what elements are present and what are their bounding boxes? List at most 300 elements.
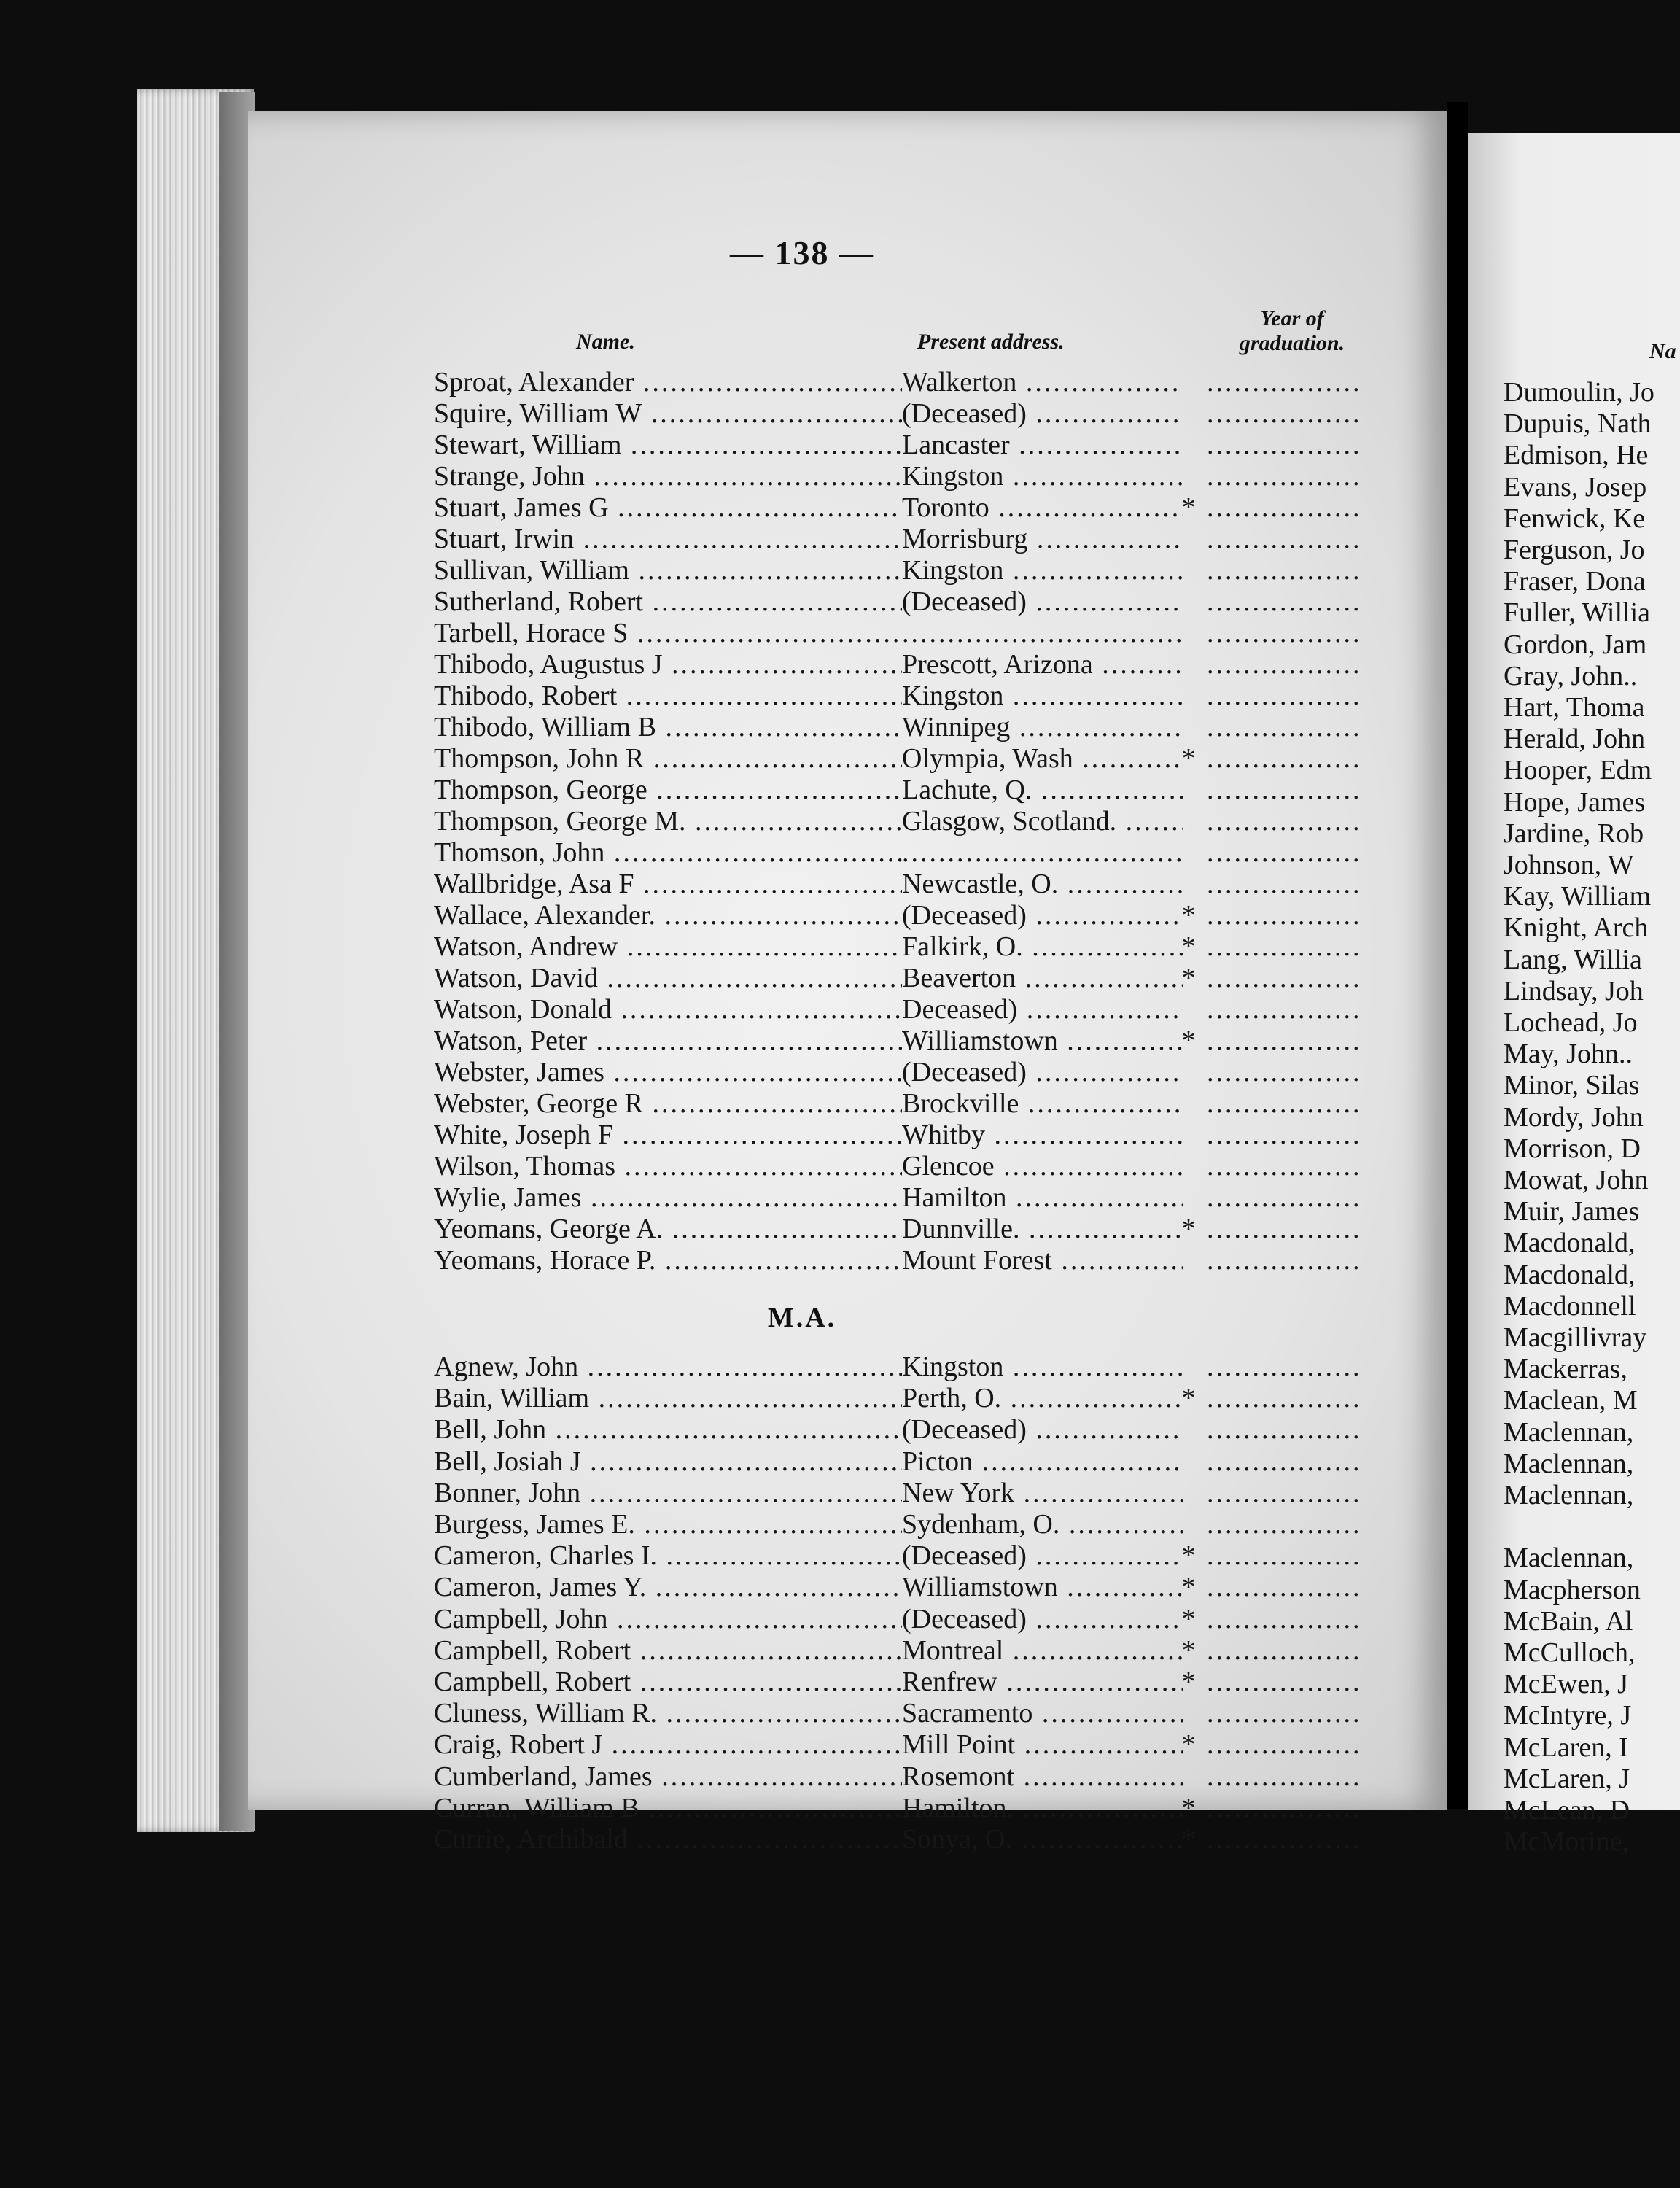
graduate-name-text: Watson, Donald ..... (434, 994, 902, 1025)
present-address (902, 680, 1183, 712)
right-page-name: Gordon, Jam (1504, 629, 1647, 660)
dot-leader (1207, 1667, 1364, 1697)
graduation-year (1207, 1446, 1364, 1478)
table-row (434, 868, 1367, 900)
right-page-name: Muir, James (1504, 1196, 1640, 1227)
graduate-name (434, 1761, 902, 1793)
present-address-text: Lachute, Q. ..... (902, 775, 1183, 805)
dot-leader (1207, 1245, 1364, 1276)
present-address-text: Glasgow, Scotland. ..... (902, 806, 1183, 837)
table-row (434, 1213, 1367, 1245)
asterisk-mark: * (1181, 1383, 1196, 1414)
table-row (434, 1244, 1367, 1276)
right-page-name: Dupuis, Nath (1504, 408, 1652, 440)
table-row (434, 711, 1367, 743)
graduate-name-text: Craig, Robert J ..... (434, 1729, 902, 1760)
graduate-name (434, 1603, 902, 1635)
asterisk-mark: * (1181, 1824, 1196, 1855)
table-row (434, 1634, 1367, 1667)
graduation-year (1207, 460, 1364, 492)
dot-leader (1207, 586, 1364, 617)
right-page-name: McLean, D (1504, 1795, 1630, 1826)
table-row (434, 899, 1367, 931)
table-row (434, 1823, 1367, 1855)
right-page-name: Macdonald, (1504, 1259, 1636, 1290)
table-row (434, 1666, 1367, 1698)
graduation-year (1207, 899, 1364, 931)
present-address-text: (Deceased) ..... (902, 1057, 1183, 1087)
present-address-text: (Deceased) ..... (902, 1604, 1183, 1634)
table-row (434, 429, 1367, 461)
present-address-text: (Deceased) ..... (902, 1540, 1183, 1571)
graduate-name (434, 899, 902, 931)
present-address-text: Walkerton ..... (902, 367, 1183, 397)
table-row (434, 1571, 1367, 1603)
present-address (902, 1761, 1183, 1793)
right-page-name: Ferguson, Jo (1504, 535, 1645, 565)
present-address (902, 1729, 1183, 1761)
table-row (434, 1729, 1367, 1761)
table-row (434, 617, 1367, 649)
graduation-year (1207, 429, 1364, 461)
table-row (434, 1150, 1367, 1182)
present-address-text (902, 837, 1183, 868)
graduate-name (434, 1150, 902, 1182)
right-page-name: Morrison, D (1504, 1133, 1641, 1164)
graduate-name (434, 1413, 902, 1446)
graduation-year (1207, 1087, 1364, 1120)
graduate-name-text: Tarbell, Horace S ..... (434, 618, 902, 648)
present-address (902, 1477, 1183, 1509)
present-address (902, 1603, 1183, 1635)
present-address (902, 899, 1183, 931)
present-address (902, 805, 1183, 837)
table-row (434, 1446, 1367, 1478)
graduate-name-text: Thompson, George M. ..... (434, 806, 902, 837)
present-address (902, 1446, 1183, 1478)
present-address-text: Sydenham, O. ..... (902, 1509, 1183, 1540)
dot-leader (1207, 555, 1364, 586)
present-address (902, 586, 1183, 618)
present-address-text: (Deceased) ..... (902, 1414, 1183, 1445)
table-row (434, 1792, 1367, 1824)
present-address (902, 1634, 1183, 1667)
graduation-year (1207, 1213, 1364, 1245)
present-address-text: Beaverton ..... (902, 963, 1183, 993)
graduate-name (434, 1571, 902, 1603)
present-address-text (902, 618, 1183, 648)
present-address (902, 868, 1183, 900)
present-address-text: Williamstown ..... (902, 1572, 1183, 1602)
graduation-year (1207, 1150, 1364, 1182)
right-page-name: Evans, Josep (1504, 471, 1647, 503)
table-row (434, 1603, 1367, 1635)
graduate-name-text: Squire, William W ..... (434, 398, 902, 429)
dot-leader (1207, 1572, 1364, 1602)
graduation-year (1207, 711, 1364, 743)
graduation-year (1207, 586, 1364, 618)
right-page-name: Johnson, W (1504, 850, 1634, 880)
right-page-name: Jardine, Rob (1504, 818, 1644, 849)
dot-leader (1207, 524, 1364, 554)
graduation-year (1207, 492, 1364, 524)
right-page-name: Lindsay, Joh (1504, 975, 1644, 1006)
table-row (434, 586, 1367, 618)
graduation-year (1207, 1382, 1364, 1414)
dot-leader (1207, 1214, 1364, 1244)
right-page-name: Mowat, John (1504, 1165, 1649, 1195)
present-address-text: Rosemont ..... (902, 1761, 1183, 1792)
asterisk-mark: * (1181, 963, 1196, 993)
right-page-name: Maclennan, (1504, 1416, 1634, 1448)
present-address (902, 774, 1183, 806)
present-address (902, 1025, 1183, 1057)
asterisk-mark: * (1181, 1540, 1196, 1572)
asterisk-mark: * (1181, 1729, 1196, 1761)
dot-leader (1207, 806, 1364, 837)
graduate-name (434, 993, 902, 1025)
dot-leader (1207, 743, 1364, 774)
present-address (902, 962, 1183, 994)
graduate-name-text: Sproat, Alexander ..... (434, 367, 902, 397)
graduate-name-text: Thibodo, Robert ..... (434, 680, 902, 711)
dot-leader (1207, 1182, 1364, 1213)
asterisk-mark: * (1181, 1025, 1196, 1056)
present-address-text: Dunnville. ..... (902, 1214, 1183, 1244)
right-page-name: May, John.. (1504, 1039, 1633, 1070)
graduate-name (434, 492, 902, 524)
graduation-year (1207, 1056, 1364, 1088)
table-row (434, 1540, 1367, 1572)
present-address-text: Perth, O. ..... (902, 1383, 1183, 1413)
right-page-name: McLaren, J (1504, 1763, 1630, 1794)
table-row (434, 460, 1367, 492)
present-address (902, 1119, 1183, 1151)
graduate-name-text: Burgess, James E. ..... (434, 1509, 902, 1540)
graduation-year (1207, 962, 1364, 994)
present-address (902, 1351, 1183, 1383)
graduate-name-text: Bain, William ..... (434, 1383, 902, 1413)
present-address-text: Renfrew ..... (902, 1667, 1183, 1697)
right-page-name: Macdonald, (1504, 1227, 1636, 1259)
asterisk-mark: * (1181, 1792, 1196, 1823)
graduate-name-text: Cumberland, James ..... (434, 1761, 902, 1792)
dot-leader (1207, 680, 1364, 711)
present-address-text: Olympia, Wash ..... (902, 743, 1183, 774)
graduate-name-text: Wylie, James ..... (434, 1182, 902, 1213)
graduate-name (434, 648, 902, 680)
asterisk-mark: * (1181, 492, 1196, 523)
graduation-year (1207, 680, 1364, 712)
graduate-name (434, 1792, 902, 1824)
dot-leader (1207, 1761, 1364, 1792)
present-address (902, 1244, 1183, 1276)
dot-leader (1207, 1088, 1364, 1119)
table-row (434, 1697, 1367, 1729)
dot-leader (1207, 1540, 1364, 1571)
dot-leader (1207, 1635, 1364, 1666)
table-row (434, 1025, 1367, 1057)
present-address (902, 1382, 1183, 1414)
graduation-year (1207, 1666, 1364, 1698)
present-address (902, 648, 1183, 680)
graduate-name (434, 1446, 902, 1478)
right-page-name: McCulloch, (1504, 1637, 1636, 1668)
graduate-name-text: Webster, George R ..... (434, 1088, 902, 1119)
dot-leader (1207, 1698, 1364, 1729)
graduate-name-text: Strange, John ..... (434, 461, 902, 492)
graduate-name-text: Thibodo, Augustus J ..... (434, 649, 902, 680)
present-address-text: Lancaster ..... (902, 430, 1183, 460)
right-page-name: Macgillivray (1504, 1322, 1647, 1353)
table-row (434, 1119, 1367, 1151)
table-row (434, 523, 1367, 555)
right-page-name: Maclean, M (1504, 1385, 1638, 1416)
dot-leader (1207, 1383, 1364, 1413)
asterisk-mark: * (1181, 931, 1196, 962)
dot-leader (1207, 900, 1364, 931)
graduation-year (1207, 805, 1364, 837)
graduation-year (1207, 742, 1364, 775)
graduate-name-text: Cameron, Charles I. ..... (434, 1540, 902, 1571)
present-address-text: Hamilton. ..... (902, 1793, 1183, 1823)
table-row (434, 837, 1367, 869)
dot-leader (1207, 1604, 1364, 1634)
graduate-name (434, 617, 902, 649)
graduation-year (1207, 1119, 1364, 1151)
asterisk-mark: * (1181, 1603, 1196, 1634)
right-page-name: Kay, William (1504, 881, 1652, 912)
graduate-name-text: Thompson, John R ..... (434, 743, 902, 774)
dot-leader (1207, 837, 1364, 868)
right-page-name: Maclennan, (1504, 1543, 1634, 1574)
present-address-text: (Deceased) ..... (902, 398, 1183, 429)
dot-leader (1207, 649, 1364, 680)
present-address (902, 1792, 1183, 1824)
graduate-name (434, 1697, 902, 1729)
present-address-text: Sacramento ..... (902, 1698, 1183, 1729)
asterisk-mark: * (1181, 1667, 1196, 1697)
graduate-name-text: Campbell, John ..... (434, 1604, 902, 1634)
graduate-name (434, 1244, 902, 1276)
graduation-year (1207, 366, 1364, 398)
graduate-name-text: Thibodo, William B ..... (434, 712, 902, 742)
right-page-name: Mackerras, (1504, 1354, 1628, 1385)
graduation-year (1207, 1603, 1364, 1635)
table-row (434, 680, 1367, 712)
graduate-name (434, 805, 902, 837)
present-address-text: Williamstown ..... (902, 1025, 1183, 1056)
dot-leader (1207, 931, 1364, 962)
present-address (902, 1213, 1183, 1245)
present-address-text: Montreal ..... (902, 1635, 1183, 1666)
dot-leader (1207, 1478, 1364, 1508)
graduate-name (434, 523, 902, 555)
dot-leader (1207, 430, 1364, 460)
graduate-name-text: Bell, John ..... (434, 1414, 902, 1445)
column-header-address: Present address. (917, 330, 1065, 354)
right-page-name: McEwen, J (1504, 1669, 1628, 1700)
graduation-year (1207, 1182, 1364, 1214)
present-address (902, 460, 1183, 492)
present-address (902, 523, 1183, 555)
present-address (902, 397, 1183, 430)
right-page-name: Mordy, John (1504, 1101, 1644, 1133)
present-address-text: Morrisburg ..... (902, 524, 1183, 554)
present-address-text: Sonya, O. ..... (902, 1824, 1183, 1855)
present-address (902, 1571, 1183, 1603)
present-address-text: Kingston ..... (902, 680, 1183, 711)
dot-leader (1207, 994, 1364, 1025)
right-page-name: Fenwick, Ke (1504, 503, 1646, 534)
dot-leader (1207, 963, 1364, 993)
graduation-year (1207, 554, 1364, 586)
graduate-name (434, 1025, 902, 1057)
table-row (434, 962, 1367, 994)
present-address-text: Mill Point ..... (902, 1729, 1183, 1760)
right-page-name: McIntyre, J (1504, 1700, 1632, 1731)
graduate-name-text: Watson, Peter ..... (434, 1025, 902, 1056)
graduate-name (434, 1729, 902, 1761)
year-header-line2: graduation. (1239, 331, 1345, 355)
table-row (434, 774, 1367, 806)
graduate-name-text: Curran, William B ..... (434, 1793, 902, 1823)
present-address-text: Winnipeg ..... (902, 712, 1183, 742)
dot-leader (1207, 1824, 1364, 1855)
graduate-name (434, 1666, 902, 1698)
right-page-name: Edmison, He (1504, 440, 1649, 471)
graduate-name-text: Agnew, John ..... (434, 1351, 902, 1382)
graduation-year (1207, 648, 1364, 680)
present-address (902, 1182, 1183, 1214)
present-address (902, 366, 1183, 398)
present-address-text: Falkirk, O. ..... (902, 931, 1183, 962)
present-address-text: Newcastle, O. ..... (902, 869, 1183, 899)
present-address-text: Brockville ..... (902, 1088, 1183, 1119)
present-address (902, 429, 1183, 461)
right-page-name: McLaren, I (1504, 1731, 1628, 1763)
present-address (902, 1823, 1183, 1855)
graduation-year (1207, 1244, 1364, 1276)
right-page-name: Lochead, Jo (1504, 1007, 1638, 1038)
right-page-name: Hope, James (1504, 786, 1646, 818)
graduate-name (434, 1351, 902, 1383)
dot-leader (1207, 1509, 1364, 1540)
graduate-name-text: Watson, Andrew ..... (434, 931, 902, 962)
graduation-year (1207, 617, 1364, 649)
table-row (434, 1056, 1367, 1088)
right-page-name: Hooper, Edm (1504, 755, 1652, 786)
dot-leader (1207, 1446, 1364, 1477)
graduate-name (434, 774, 902, 806)
graduate-name (434, 1540, 902, 1572)
right-page-name: Macpherson (1504, 1574, 1641, 1605)
graduate-name-text: Currie, Archibald ..... (434, 1824, 902, 1855)
right-page-name: Gray, John.. (1504, 660, 1638, 691)
graduation-year (1207, 837, 1364, 869)
section-title-ma: M.A. (767, 1303, 837, 1333)
graduate-name-text: Sutherland, Robert ..... (434, 586, 902, 617)
right-page-name: McBain, Al (1504, 1605, 1633, 1637)
table-row (434, 931, 1367, 963)
present-address-text: Picton ..... (902, 1446, 1183, 1477)
graduate-name (434, 1056, 902, 1088)
graduate-name-text: Yeomans, Horace P. ..... (434, 1245, 902, 1276)
present-address (902, 1697, 1183, 1729)
right-page-name: Macdonnell (1504, 1290, 1636, 1322)
graduate-name-text: Yeomans, George A. ..... (434, 1214, 902, 1244)
graduate-name-text: Campbell, Robert ..... (434, 1635, 902, 1666)
present-address-text: Glencoe ..... (902, 1151, 1183, 1182)
graduate-name (434, 429, 902, 461)
present-address-text: Kingston ..... (902, 1351, 1183, 1382)
present-address (902, 1087, 1183, 1120)
asterisk-mark: * (1181, 900, 1196, 931)
dot-leader (1207, 1151, 1364, 1182)
graduate-name (434, 837, 902, 869)
graduation-year (1207, 1351, 1364, 1383)
present-address (902, 617, 1183, 649)
graduation-year (1207, 1508, 1364, 1540)
table-row (434, 1761, 1367, 1793)
dot-leader (1207, 1351, 1364, 1382)
right-page-name: Maclennan, (1504, 1480, 1634, 1510)
graduate-name-text: Bell, Josiah J ..... (434, 1446, 902, 1477)
dot-leader (1207, 1120, 1364, 1150)
graduation-year (1207, 397, 1364, 430)
graduate-name-text: Watson, David ..... (434, 963, 902, 993)
dot-leader (1207, 1414, 1364, 1445)
dot-leader (1207, 1057, 1364, 1087)
graduate-name (434, 868, 902, 900)
graduation-year (1207, 868, 1364, 900)
present-address-text: Prescott, Arizona ..... (902, 649, 1183, 680)
graduate-name-text: Campbell, Robert ..... (434, 1667, 902, 1697)
graduation-year (1207, 774, 1364, 806)
graduation-year (1207, 1634, 1364, 1667)
right-page-name: Herald, John (1504, 723, 1646, 755)
asterisk-mark: * (1181, 1634, 1196, 1666)
dot-leader (1207, 775, 1364, 805)
table-row (434, 397, 1367, 430)
present-address-text: Mount Forest ..... (902, 1245, 1183, 1276)
year-header-line1: Year of (1260, 306, 1324, 330)
graduation-year (1207, 1413, 1364, 1446)
graduate-name-text: Webster, James ..... (434, 1057, 902, 1087)
present-address-text: Deceased) ..... (902, 994, 1183, 1025)
present-address (902, 492, 1183, 524)
table-row (434, 1413, 1367, 1446)
asterisk-mark: * (1181, 1572, 1196, 1603)
graduate-name (434, 962, 902, 994)
table-row (434, 1087, 1367, 1120)
dot-leader (1207, 1793, 1364, 1823)
graduate-name-text: Cluness, William R. ..... (434, 1698, 902, 1729)
dot-leader (1207, 461, 1364, 492)
graduate-name (434, 1634, 902, 1667)
present-address (902, 742, 1183, 775)
graduate-name (434, 460, 902, 492)
graduate-name-text: Bonner, John ..... (434, 1478, 902, 1508)
graduate-name (434, 1213, 902, 1245)
right-page-name: Maclennan, (1504, 1448, 1634, 1479)
right-page-name: Fuller, Willia (1504, 597, 1651, 629)
graduate-name-text: Stuart, James G ..... (434, 492, 902, 523)
graduate-name-text: Wilson, Thomas ..... (434, 1151, 902, 1182)
graduation-year (1207, 1025, 1364, 1057)
present-address-text: (Deceased) ..... (902, 586, 1183, 617)
right-page-column-header: Na (1649, 339, 1676, 363)
